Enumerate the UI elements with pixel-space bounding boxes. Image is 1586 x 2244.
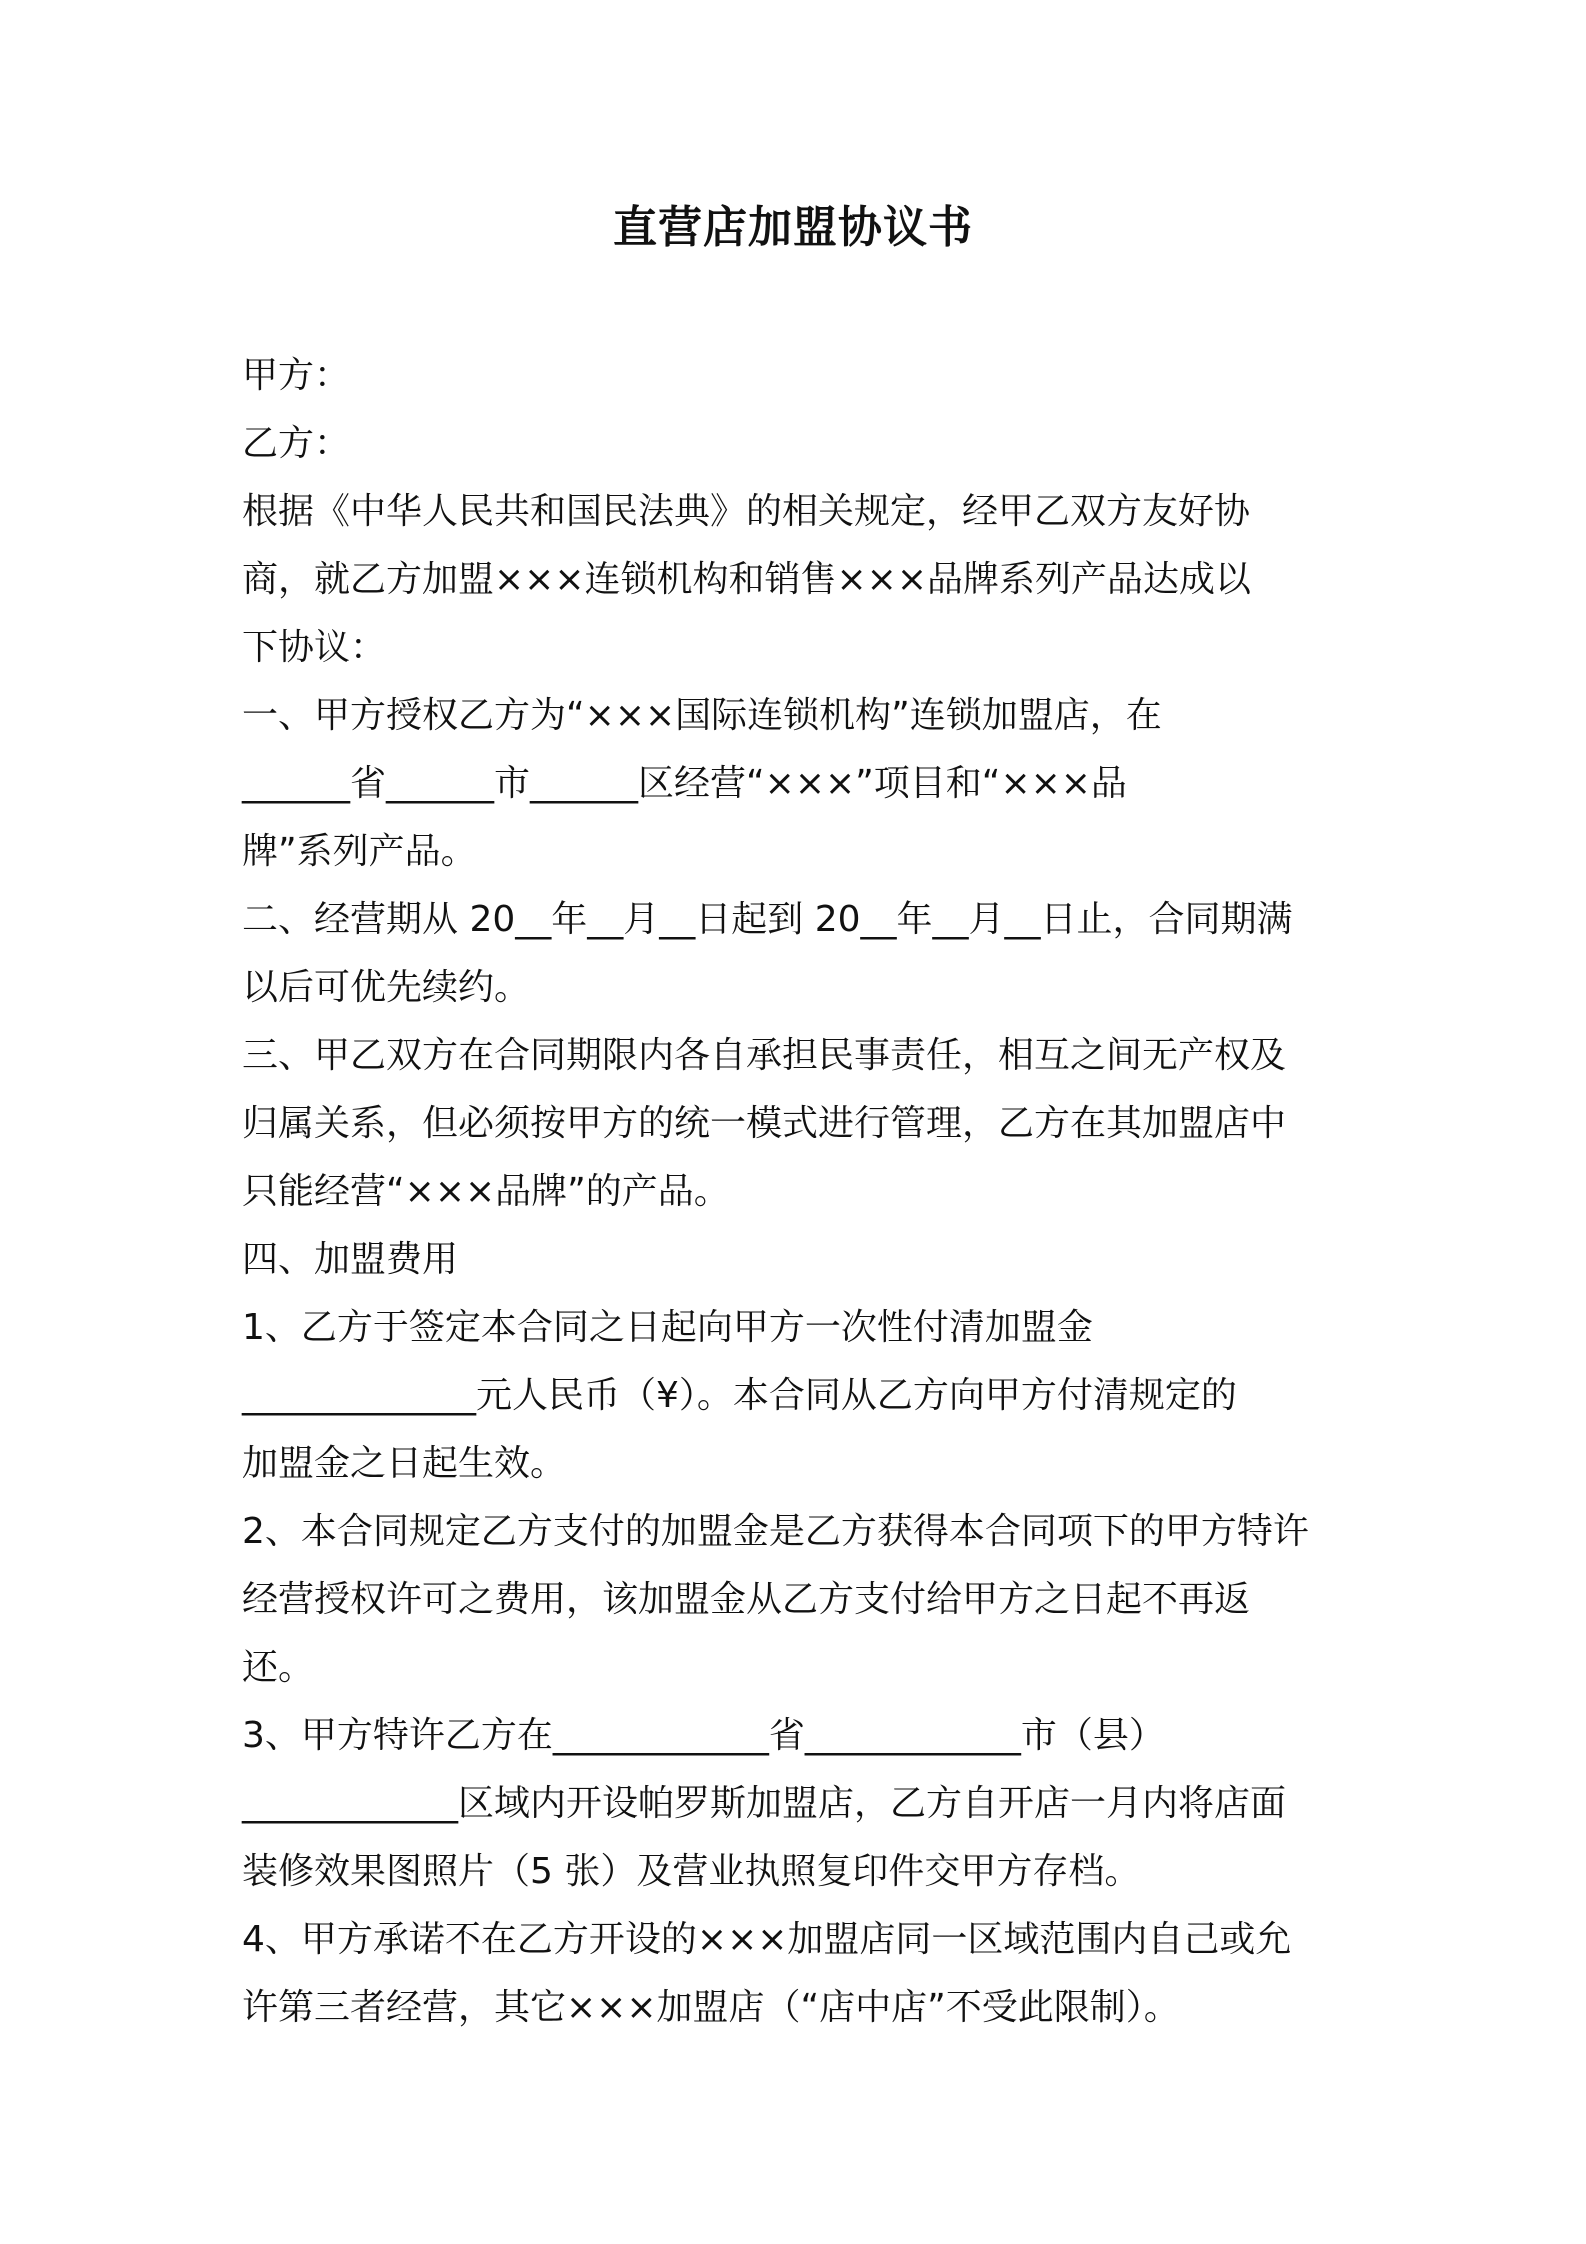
document-body [242, 342, 1362, 2042]
fee-item-1-line: _____________元人民币（¥）。本合同从乙方向甲方付清规定的 [242, 1375, 1237, 1416]
party-b-line: 乙方： [242, 423, 351, 464]
fee-item-4-line: 许第三者经营，其它×××加盟店（“店中店”不受此限制）。 [242, 1987, 1180, 2028]
fee-item-3-line: 装修效果图照片（5 张）及营业执照复印件交甲方存档。 [242, 1851, 1141, 1892]
document-title: 直营店加盟协议书 [613, 202, 973, 253]
fee-item-1-line: 加盟金之日起生效。 [242, 1443, 567, 1484]
fee-item-4-line: 4、甲方承诺不在乙方开设的×××加盟店同一区域范围内自己或允 [242, 1919, 1292, 1960]
fee-item-3-line: 3、甲方特许乙方在____________省____________市（县） [242, 1715, 1165, 1756]
clause-three-line: 只能经营“×××品牌”的产品。 [242, 1171, 730, 1212]
fee-item-2-line: 还。 [242, 1647, 315, 1688]
preamble-line: 根据《中华人民共和国民法典》的相关规定，经甲乙双方友好协 [242, 491, 1251, 532]
fee-item-2-line: 2、本合同规定乙方支付的加盟金是乙方获得本合同项下的甲方特许 [242, 1511, 1309, 1552]
party-a-line: 甲方： [242, 355, 351, 396]
clause-three-line: 三、甲乙双方在合同期限内各自承担民事责任，相互之间无产权及 [242, 1035, 1287, 1076]
clause-three-line: 归属关系，但必须按甲方的统一模式进行管理，乙方在其加盟店中 [242, 1103, 1287, 1144]
clause-one-line: ______省______市______区经营“×××”项目和“×××品 [242, 763, 1127, 804]
clause-one-line: 牌”系列产品。 [242, 831, 477, 872]
preamble-line: 下协议： [242, 627, 387, 668]
fee-item-2-line: 经营授权许可之费用，该加盟金从乙方支付给甲方之日起不再返 [242, 1579, 1251, 1620]
clause-two-line: 以后可优先续约。 [242, 967, 531, 1008]
preamble-line: 商，就乙方加盟×××连锁机构和销售×××品牌系列产品达成以 [242, 559, 1251, 600]
section-heading-fees: 四、加盟费用 [242, 1239, 459, 1280]
fee-item-1-line: 1、乙方于签定本合同之日起向甲方一次性付清加盟金 [242, 1307, 1093, 1348]
clause-one-line: 一、甲方授权乙方为“×××国际连锁机构”连锁加盟店，在 [242, 695, 1162, 736]
fee-item-3-line: ____________区域内开设帕罗斯加盟店，乙方自开店一月内将店面 [242, 1783, 1287, 1824]
clause-two-line: 二、经营期从 20__年__月__日起到 20__年__月__日止，合同期满 [242, 899, 1293, 940]
